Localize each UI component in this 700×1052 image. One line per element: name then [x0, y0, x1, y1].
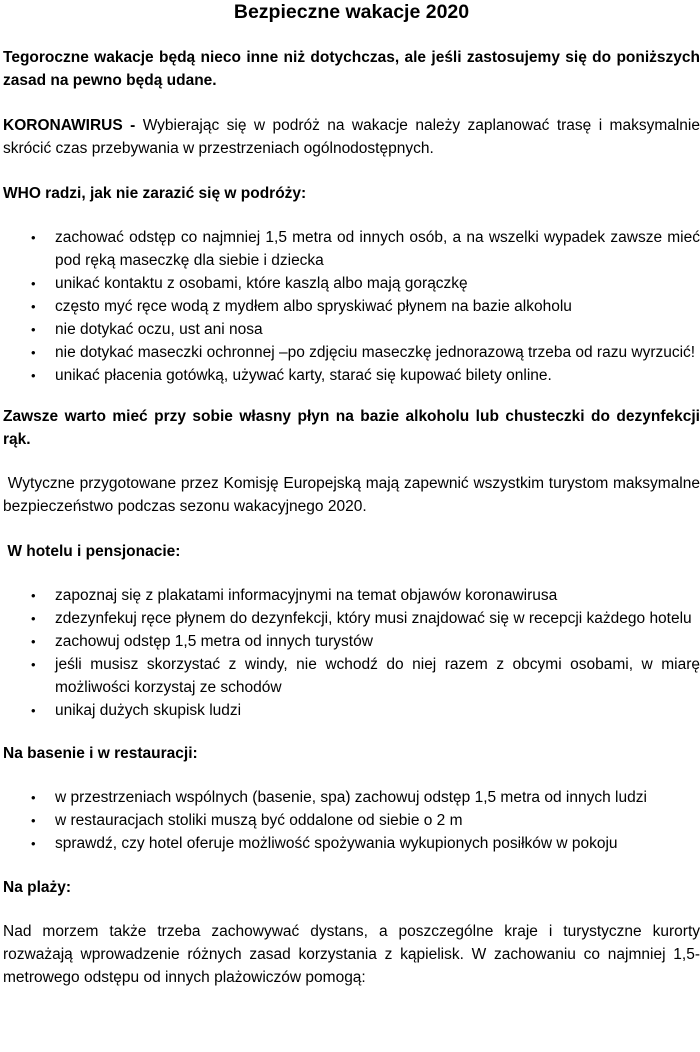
bullet-icon: • — [31, 611, 36, 626]
hotel-heading: W hotelu i pensjonacie: — [3, 543, 181, 560]
list-item-text: zapoznaj się z plakatami informacyjnymi na temat objawów koronawirusa — [55, 587, 558, 604]
bullet-icon: • — [31, 230, 36, 245]
pool-advice-list — [3, 786, 700, 855]
list-item-text: jeśli musisz skorzystać z windy, nie wchodź do niej razem z obcymi osobami, w miarę możliwości korzystaj ze schodów — [55, 656, 700, 696]
intro-paragraph: Tegoroczne wakacje będą nieco inne niż dotychczas, ale jeśli zastosujemy się do poniższych zasad na pewno będą udane. — [3, 49, 700, 89]
guidelines-paragraph: Wytyczne przygotowane przez Komisję Europejską mają zapewnić wszystkim turystom maksymalne bezpieczeństwo podczas sezonu wakacyjnego 2020. — [3, 475, 700, 515]
list-item-text: w restauracjach stoliki muszą być oddalone od siebie o 2 m — [55, 812, 463, 829]
list-item — [3, 630, 700, 653]
coronavirus-text: Wybierając się w podróż na wakacje należy zaplanować trasę i maksymalnie skrócić czas przebywania w przestrzeniach ogólnodostępnych. — [3, 117, 700, 157]
list-item — [3, 786, 700, 809]
list-item-text: w przestrzeniach wspólnych (basenie, spa) zachowuj odstęp 1,5 metra od innych ludzi — [55, 789, 647, 806]
bullet-icon: • — [31, 703, 36, 718]
list-item — [3, 584, 700, 607]
list-item — [3, 318, 700, 341]
list-item — [3, 272, 700, 295]
list-item-text: unikać kontaktu z osobami, które kaszlą albo mają gorączkę — [55, 275, 468, 292]
hotel-advice-list — [3, 584, 700, 722]
list-item — [3, 295, 700, 318]
coronavirus-paragraph — [3, 114, 700, 160]
bullet-icon: • — [31, 634, 36, 649]
bullet-icon: • — [31, 368, 36, 383]
list-item-text: unikać płacenia gotówką, używać karty, starać się kupować bilety online. — [55, 367, 552, 384]
who-heading: WHO radzi, jak nie zarazić się w podróży: — [3, 185, 307, 202]
bullet-icon: • — [31, 299, 36, 314]
list-item — [3, 364, 700, 387]
disinfectant-note: Zawsze warto mieć przy sobie własny płyn na bazie alkoholu lub chusteczki do dezynfekcji rąk. — [3, 408, 700, 448]
list-item — [3, 653, 700, 699]
list-item-text: nie dotykać maseczki ochronnej –po zdjęciu maseczkę jednorazową trzeba od razu wyrzucić! — [55, 344, 696, 361]
list-item-text: zdezynfekuj ręce płynem do dezynfekcji, który musi znajdować się w recepcji każdego hotelu — [55, 610, 692, 627]
bullet-icon: • — [31, 836, 36, 851]
list-item-text: zachować odstęp co najmniej 1,5 metra od innych osób, a na wszelki wypadek zawsze mieć pod ręką maseczkę dla siebie i dziecka — [55, 229, 700, 269]
bullet-icon: • — [31, 588, 36, 603]
bullet-icon: • — [31, 276, 36, 291]
beach-heading: Na plaży: — [3, 879, 72, 896]
list-item — [3, 341, 700, 364]
list-item — [3, 809, 700, 832]
list-item-text: zachowuj odstęp 1,5 metra od innych turystów — [55, 633, 373, 650]
coronavirus-label: KORONAWIRUS - — [3, 117, 143, 134]
list-item — [3, 226, 700, 272]
list-item-text: często myć ręce wodą z mydłem albo spryskiwać płynem na bazie alkoholu — [55, 298, 572, 315]
bullet-icon: • — [31, 657, 36, 672]
bullet-icon: • — [31, 345, 36, 360]
who-advice-list — [3, 226, 700, 387]
bullet-icon: • — [31, 790, 36, 805]
list-item — [3, 607, 700, 630]
list-item — [3, 832, 700, 855]
document-title: Bezpieczne wakacje 2020 — [233, 1, 470, 23]
list-item — [3, 699, 700, 722]
beach-paragraph: Nad morzem także trzeba zachowywać dystans, a poszczególne kraje i turystyczne kurorty rozważają wprowadzenie różnych zasad korzystania z kąpielisk. W zachowaniu co najmniej 1,5-metrowego odstępu od innych plażowiczów pomogą: — [3, 923, 700, 986]
bullet-icon: • — [31, 813, 36, 828]
pool-restaurant-heading: Na basenie i w restauracji: — [3, 745, 198, 762]
list-item-text: sprawdź, czy hotel oferuje możliwość spożywania wykupionych posiłków w pokoju — [55, 835, 618, 852]
list-item-text: unikaj dużych skupisk ludzi — [55, 702, 242, 719]
list-item-text: nie dotykać oczu, ust ani nosa — [55, 321, 263, 338]
bullet-icon: • — [31, 322, 36, 337]
